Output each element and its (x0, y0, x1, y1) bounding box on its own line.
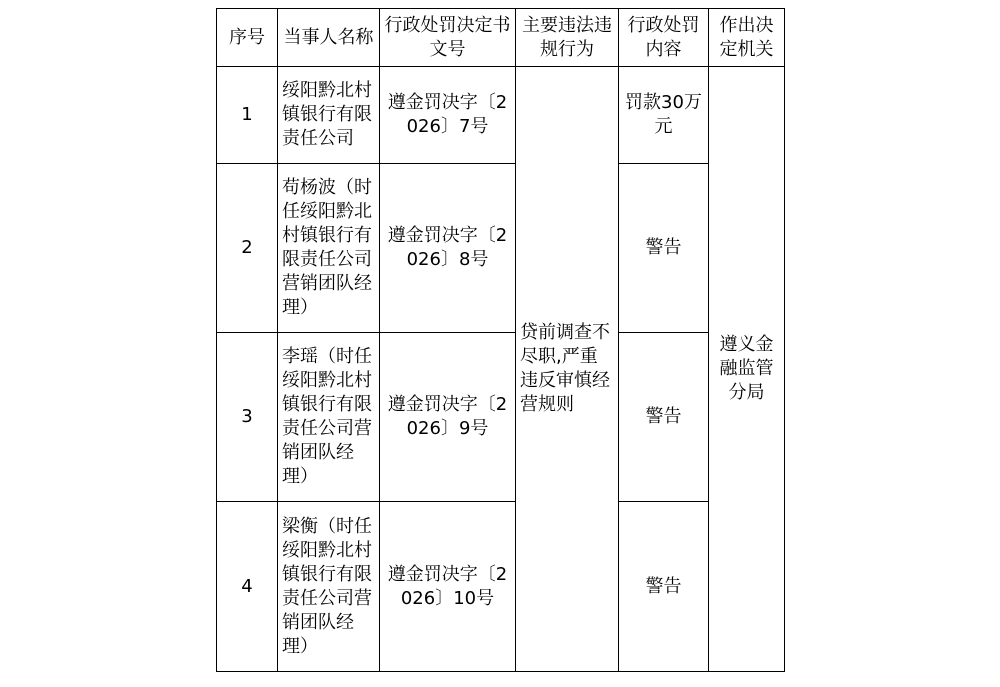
cell-seq: 2 (217, 164, 278, 333)
cell-party: 苟杨波（时任绥阳黔北村镇银行有限责任公司营销团队经理） (278, 164, 380, 333)
cell-penalty: 罚款30万元 (619, 67, 709, 164)
header-penalty: 行政处罚内容 (619, 9, 709, 67)
cell-seq: 3 (217, 333, 278, 502)
table-header-row (217, 9, 785, 67)
header-violation: 主要违法违规行为 (516, 9, 619, 67)
table-row (217, 502, 785, 672)
header-authority: 作出决定机关 (709, 9, 785, 67)
cell-doc-no: 遵金罚决字〔2026〕10号 (380, 502, 516, 672)
cell-authority: 遵义金融监管分局 (709, 67, 785, 672)
cell-penalty: 警告 (619, 502, 709, 672)
header-doc-no: 行政处罚决定书文号 (380, 9, 516, 67)
cell-party: 梁衡（时任绥阳黔北村镇银行有限责任公司营销团队经理） (278, 502, 380, 672)
cell-seq: 4 (217, 502, 278, 672)
cell-doc-no: 遵金罚决字〔2026〕7号 (380, 67, 516, 164)
cell-seq: 1 (217, 67, 278, 164)
cell-penalty: 警告 (619, 333, 709, 502)
table-row (217, 333, 785, 502)
cell-party: 李瑶（时任绥阳黔北村镇银行有限责任公司营销团队经理） (278, 333, 380, 502)
cell-penalty: 警告 (619, 164, 709, 333)
cell-violation: 贷前调查不尽职,严重违反审慎经营规则 (516, 67, 619, 672)
cell-doc-no: 遵金罚决字〔2026〕9号 (380, 333, 516, 502)
penalty-table (216, 8, 785, 672)
header-party: 当事人名称 (278, 9, 380, 67)
table-row (217, 164, 785, 333)
cell-party: 绥阳黔北村镇银行有限责任公司 (278, 67, 380, 164)
table-row (217, 67, 785, 164)
header-seq: 序号 (217, 9, 278, 67)
cell-doc-no: 遵金罚决字〔2026〕8号 (380, 164, 516, 333)
